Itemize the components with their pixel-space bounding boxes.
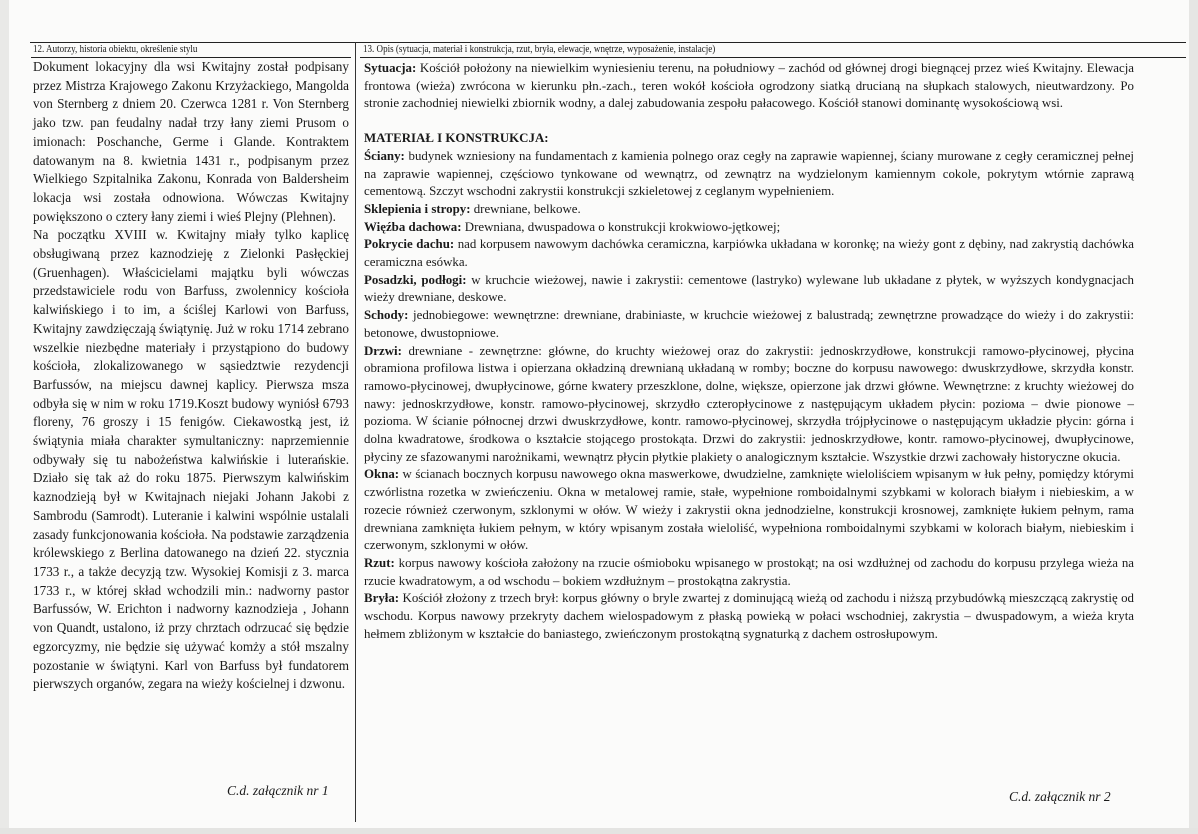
vaults-paragraph [364,201,1134,219]
walls-paragraph [364,148,1134,201]
scan-border-left [0,0,9,834]
item-label: Rzut: [364,555,395,570]
item-label: Posadzki, podłogi: [364,272,467,287]
doors-paragraph [364,343,1134,467]
attachment-1-note: C.d. załącznik nr 1 [227,783,329,798]
plan-paragraph [364,555,1134,590]
column-divider [355,42,356,822]
left-column-header: 12. Autorzy, historia obiektu, określenie stylu [33,44,198,55]
windows-paragraph [364,466,1134,555]
item-label: Drzwi: [364,343,402,358]
item-text: budynek wzniesiony na fundamentach z kamienia polnego oraz cegły na zaprawie wapiennej, ściany murowane z cegły ceramicznej pełnej na zaprawie wapiennej, częściowo tynkowane od wewnątrz, od zewnątrz na wydzielonym kamiennym cokole, pokrytym wtórnie zaprawą cementową. Szczyt wschodni zakrystii konstrukcji szkieletowej z ceglanym wypełnieniem. [364,148,1134,199]
description-column [364,60,1134,644]
attachment-2-note: C.d. załącznik nr 2 [1009,789,1111,804]
material-section-title: MATERIAŁ I KONSTRUKCJA: [364,131,549,146]
situation-paragraph [364,60,1134,113]
right-column-header: 13. Opis (sytuacja, materiał i konstrukcja, rzut, bryła, elewacje, wnętrze, wyposażenie, instalacje) [363,44,716,55]
history-paragraph-2: Na początku XVIII w. Kwitajny miały tylko kaplicę obsługiwaną przez kaznodzieję z Zielonki Pasłęckiej (Gruenhagen). Właścicielami majątku byli wówczas przedstawiciele rodu von Barfuss, zwolennicy kościoła kalwińskiego i to im, a ściślej Karlowi von Barfuss, Kwitajny zawdzięczają świątynię. Już w roku 1714 zebrano wszelkie niezbędne materiały i przystąpiono do budowy kościoła, zlokalizowanego w sąsiedztwie rezydencji Barfussów, na miejscu dawnej kaplicy. Pierwsza msza odbyła się w nim w roku 1719.Koszt budowy wyniósł 6793 floreny, 76 groszy i 15 fenigów. Ciekawostką jest, iż świątynia miała charakter symultaniczny: naprzemiennie odbywały się tu nabożeństwa kalwińskie i luterańskie. Działo się tak aż do roku 1875. Pierwszym kalwińskim kaznodzieją był w Kwitajnach niejaki Johann Jakobi z Sambrodu (Samrodt). Luteranie i kalwini wspólnie ustalali zasady funkcjonowania kościoła. Na podstawie zarządzenia królewskiego z Berlina datowanego na dzień 22. stycznia 1733 r., a także decyzją tzw. Wysokiej Komisji z 3. marca 1733 r., w której skład wchodzili min.: nadworny pastor Barfussów, W. Erichton i nadworny kaznodzieja , Johann von Quandt, ustalono, iż przy chrztach odrzucać się będzie egzorcyzmy, nie będzie się używać komży a stół mszalny pozostanie w świątyni. Karl von Barfuss był fundatorem pierwszych organów, zegara na wieży kościelnej i dzwonu. [33,227,349,692]
item-label: Schody: [364,308,409,323]
massing-paragraph [364,590,1134,643]
situation-text: Kościół położony na niewielkim wyniesieniu terenu, na południowy – zachód od głównej drogi biegnącej przez wieś Kwitajny. Elewacja frontowa (wieża) zwrócona w kierunku płn.-zach., teren wokół kościoła ogrodzony siatką drucianą na słupkach stalowych, nieutwardzony. Po stronie zachodniej niewielki zbiornik wodny, a dalej zabudowania zespołu pałacowego. Kościół stanowi dominantę wysokościową wsi. [364,61,1134,111]
item-text: Drewniana, dwuspadowa o konstrukcji krokwiowo-jętkowej; [461,219,781,234]
floors-paragraph [364,272,1134,307]
item-text: drewniane, belkowe. [470,201,581,216]
item-label: Pokrycie dachu: [364,237,455,252]
history-paragraph-1: Dokument lokacyjny dla wsi Kwitajny został podpisany przez Mistrza Krajowego Zakonu Krzyżackiego, Mangolda von Sternberg z dniem 20. Czerwca 1281 r. Von Sternberg jako tzw. pan feudalny nadał trzy łany ziemi Prusom o imionach: Poschanche, Germe i Glande. Kontraktem datowanym na 8. kwietnia 1431 r., podpisanym przez Wielkiego Szpitalnika Zakonu, Konrada von Baldersheim lokacja wsi została odnowiona. Wówczas Kwitajny powiększono o cztery łany ziemi i wieś Plejny (Plehnen). [33,59,349,224]
item-label: Sklepienia i stropy: [364,201,471,216]
item-text: korpus nawowy kościoła założony na rzucie ośmioboku wpisanego w prostokąt; na osi wzdłużnej od zachodu do korpusu przylega wieża na rzucie kwadratowym, a od wschodu – bokiem wzdłużnym – prostokątna zakrystia. [364,555,1134,588]
item-text: Kościół złożony z trzech brył: korpus główny o bryle zwartej z dominującą wieżą od zachodu i niższą przybudówką mieszczącą zakrystię od wschodu. Korpus nawowy przekryty dachem wielospadowym z płaską powieką w połaci wschodniej, zakrystia – dwuspadowym, a wieża kryta hełmem zbliżonym w kształcie do baniastego, zwieńczonym prostokątną sygnaturką z dachem ostrosłupowym. [364,591,1134,641]
item-text: w ścianach bocznych korpusu nawowego okna maswerkowe, dwudzielne, zamknięte wieloliściem wpisanym w łuk pełny, pomiędzy którymi czwórlistna rozetka w zwieńczeniu. Okna w metalowej ramie, stałe, wypełnione romboidalnymi szybkami w kolorach białym i niebieskim, a w rozecie również czerwonym, szklonymi w ołów. W wieży i zakrystii okna jednodzielne, konstrukcji krosnowej, zamknięte łukiem pełnym, rama drewniana zamknięta łukiem pełnym, w który wpisanym została wieloliść, wypełniona romboidalnymi szybkami w kolorach białym, niebieskim i czerwonym, szklonymi w ołów. [364,467,1134,553]
scan-border-right [1189,0,1198,834]
item-text: jednobiegowe: wewnętrzne: drewniane, drabiniaste, w kruchcie wieżowej z balustradą; zewnętrzne prowadzące do wieży i do zakrystii: betonowe, dwustopniowe. [364,308,1134,340]
item-text: w kruchcie wieżowej, nawie i zakrystii: cementowe (lastryko) wylewane lub układane z płytek, w wyższych kondygnacjach wieży drewniane, deskowe. [364,272,1134,305]
item-label: Więźba dachowa: [364,219,462,234]
scan-border-bottom [0,828,1198,834]
item-label: Okna: [364,467,400,482]
roof-truss-paragraph [364,219,1134,237]
item-text: nad korpusem nawowym dachówka ceramiczna, karpiówka układana w koronkę; na wieży gont z dębiny, nad zakrystią dachówka ceramiczna esówka. [364,237,1135,270]
item-label: Ściany: [364,148,405,163]
right-header-rule [360,57,1186,58]
roofing-paragraph [364,236,1134,271]
history-column [33,58,349,694]
stairs-paragraph [364,307,1134,342]
item-text: drewniane - zewnętrzne: główne, do kruchty wieżowej oraz do zakrystii: jednoskrzydłowe, konstrukcji ramowo-płycinowej, płycina obramiona profilowa listwa i opierzana okładziną drewnianą układaną w romby; boczne do korpusu nawowego: dwuskrzydłowe, skrzydła konstr. ramowo-płycinowej, dwupłycinowe, górne kwatery przeszklone, dolne, większe, opierzone jak drzwi główne. Wewnętrzne: z kruchty wieżowej do nawy: jednoskrzydłowe, konstr. ramowo-płycinowej, skrzydło czteropłycinowe z następującym układem płycin: poziома – dwie pionowe – pozioma. W ścianie północnej drzwi dwuskrzydłowe, kontr. ramowo-płycinowej, skrzydła trójpłycinowe o następującym układzie płycin: górna i dolna kwadratowe, środkowa o kształcie stojącego prostokąta. Drzwi do zakrystii: jednoskrzydłowe, kontr. ramowo-płycinowej, dwupłycinowe, płyciny ze sfazowanymi narożnikami, wewnątrz płycin płytkie plakiety o analogicznym kształcie. Wszystkie drzwi zachowały historyczne okucia. [364,343,1134,464]
situation-label: Sytuacja: [364,61,417,75]
item-label: Bryła: [364,591,400,606]
